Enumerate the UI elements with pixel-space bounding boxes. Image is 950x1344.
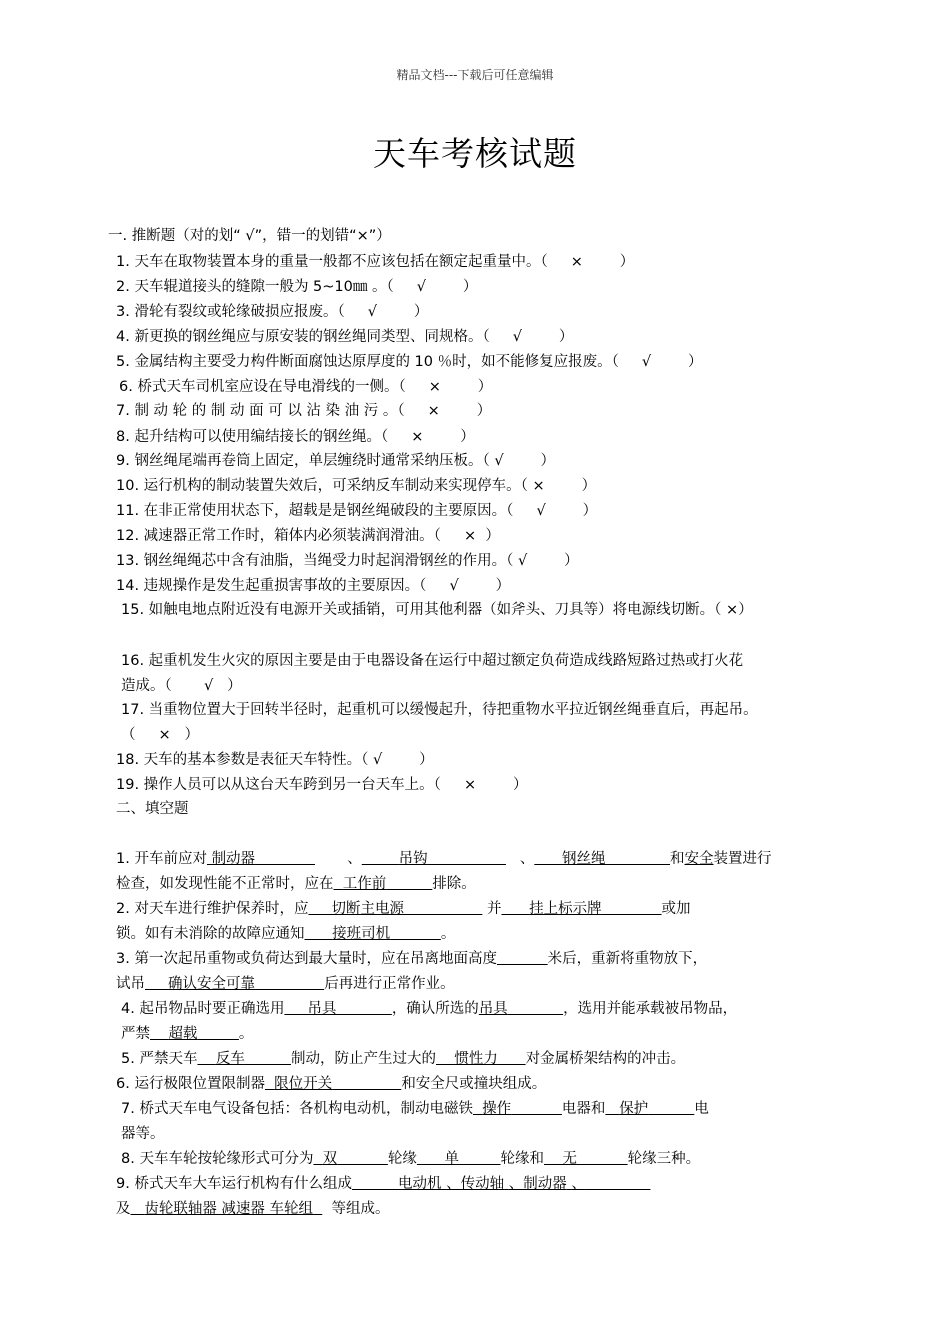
fill-question-3-line-2	[116, 974, 455, 994]
answer-blank: 确认安全可靠	[168, 976, 256, 992]
question-text: 4. 新更换的钢丝绳应与原安装的钢丝绳同类型、同规格。（	[116, 329, 490, 345]
text: 8. 天车车轮按轮缘形式可分为	[121, 1151, 314, 1167]
answer-blank	[497, 951, 548, 967]
section1-heading: 一. 推断题（对的划“ √”，错一的划错“×”）	[108, 228, 391, 244]
tf-question-7	[116, 401, 491, 421]
tf-question-2	[116, 277, 477, 297]
text: 等组成。	[331, 1201, 390, 1217]
text: 7. 桥式天车电气设备包括：各机构电动机，制动电磁铁	[121, 1101, 473, 1117]
text: 。	[440, 926, 456, 942]
question-text: 9. 钢丝绳尾端再卷筒上固定，单层缠绕时通常采纳压板。（	[116, 453, 490, 469]
tf-question-13	[116, 551, 579, 571]
answer-blank: 工作前	[342, 876, 387, 892]
answer-blank: 接班司机	[332, 926, 391, 942]
answer-blank: 吊具	[478, 1001, 508, 1017]
tf-question-16-line-2	[121, 676, 242, 696]
closing-paren: ）	[184, 727, 200, 743]
tf-question-15	[121, 600, 753, 620]
answer-mark: ×	[411, 429, 424, 445]
text: 排除。	[432, 876, 476, 892]
tf-question-1	[116, 252, 634, 272]
closing-paren: ）	[582, 503, 598, 519]
tf-question-12	[116, 526, 500, 546]
tf-question-3	[116, 302, 428, 322]
tf-question-17-line-2	[121, 725, 199, 745]
answer-blank: 保护	[619, 1101, 649, 1117]
answer-mark: ×	[570, 254, 583, 270]
fill-question-7-line-2: 器等。	[121, 1126, 165, 1142]
answer-blank: 切断主电源	[331, 901, 404, 917]
answer-mark: √	[536, 503, 546, 519]
tf-question-18	[116, 750, 434, 770]
question-text: （	[121, 727, 136, 743]
closing-paren: ）	[564, 553, 579, 569]
answer-blank: 钢丝绳	[561, 851, 606, 867]
text: 轮缘	[387, 1151, 417, 1167]
text: 并	[486, 901, 502, 917]
text: 4. 起吊物品时要正确选用	[121, 1001, 285, 1017]
tf-question-11	[116, 501, 597, 521]
question-text: 5. 金属结构主要受力构件断面腐蚀达原厚度的 10 ％时，如不能修复应报废。（	[116, 354, 619, 370]
answer-blank: 吊具	[307, 1001, 337, 1017]
text: 。	[238, 1026, 254, 1042]
closing-paren: ）	[513, 777, 528, 793]
answer-mark: √	[204, 678, 214, 694]
closing-paren: ）	[477, 379, 493, 395]
fill-question-2-line-2	[116, 924, 455, 944]
closing-paren: ）	[419, 752, 434, 768]
fill-question-6	[116, 1074, 546, 1094]
section2-heading: 二、填空题	[116, 801, 189, 817]
question-text: 18. 天车的基本参数是表征天车特性。（	[116, 752, 369, 768]
answer-mark: √	[373, 752, 383, 768]
answer-mark: √	[416, 279, 427, 295]
closing-paren: ）	[413, 304, 429, 320]
answer-mark: √	[641, 354, 652, 370]
text: 3. 第一次起吊重物或负荷达到最大量时，应在吊离地面高度	[116, 951, 497, 967]
answer-blank: 限位开关	[274, 1076, 333, 1092]
text: 6. 运行极限位置限制器	[116, 1076, 265, 1092]
question-text: 1. 天车在取物装置本身的重量一般都不应该包括在额定起重量中。（	[116, 254, 548, 270]
answer-blank: 单	[444, 1151, 460, 1167]
question-text: 14. 违规操作是发生起重损害事故的主要原因。（	[116, 578, 427, 594]
answer-blank: 制动器	[211, 851, 256, 867]
answer-mark: √	[367, 304, 377, 320]
fill-question-4-line-2	[121, 1024, 253, 1044]
question-text: 12. 减速器正常工作时，箱体内必须装满润滑油。（	[116, 528, 441, 544]
fill-question-7-line-1	[121, 1099, 709, 1119]
text: 2. 对天车进行维护保养时，应	[116, 901, 309, 917]
text: 或加	[661, 901, 691, 917]
tf-question-8	[116, 427, 475, 447]
answer-mark: ×	[158, 727, 171, 743]
closing-paren: ）	[462, 279, 478, 295]
answer-mark: ×	[532, 478, 545, 494]
text: 和安全尺或撞块组成。	[401, 1076, 547, 1092]
question-text: 16. 起重机发生火灾的原因主要是由于电器设备在运行中超过额定负荷造成线路短路过热或打火花	[121, 653, 744, 669]
closing-paren: ）	[227, 678, 242, 694]
text: 电器和	[561, 1101, 606, 1117]
question-text: 19. 操作人员可以从这台天车跨到另一台天车上。（	[116, 777, 441, 793]
tf-question-5	[116, 352, 703, 372]
text: 试吊	[116, 976, 145, 992]
answer-mark: √	[494, 453, 504, 469]
answer-mark: ×	[428, 379, 441, 395]
text: 后再进行正常作业。	[324, 976, 455, 992]
question-text: 2. 天车辊道接头的缝隙一般为 5~10㎜ 。（	[116, 279, 394, 295]
fill-question-9-line-2	[116, 1199, 389, 1219]
question-text: 造成。（	[121, 678, 172, 694]
closing-paren: ）	[619, 254, 635, 270]
tf-question-14	[116, 576, 510, 596]
page-title: 天车考核试题	[373, 134, 577, 173]
fill-question-1-line-2	[116, 874, 476, 894]
answer-mark: ×	[463, 528, 477, 544]
text: ，确认所选的	[391, 1001, 479, 1017]
answer-blank: 操作	[482, 1101, 512, 1117]
text: 对金属桥架结构的冲击。	[525, 1051, 686, 1067]
question-text: 11. 在非正常使用状态下，超载是是钢丝绳破段的主要原因。（	[116, 503, 514, 519]
question-text: 17. 当重物位置大于回转半径时，起重机可以缓慢起升，待把重物水平拉近钢丝绳垂直后，再起吊。	[121, 702, 758, 718]
tf-question-19	[116, 775, 528, 795]
closing-paren: ）	[558, 329, 574, 345]
closing-paren: ）	[688, 354, 703, 370]
answer-blank: 吊钩	[398, 851, 428, 867]
answer-blank: 齿轮联轴器 减速器 车轮组	[144, 1201, 314, 1217]
answer-mark: ×	[463, 777, 477, 793]
answer-blank: 挂上标示牌	[529, 901, 602, 917]
text: 装置进行	[713, 851, 772, 867]
answer-blank: 超载	[168, 1026, 198, 1042]
answer-blank: 反车	[215, 1051, 245, 1067]
tf-question-9	[116, 451, 555, 471]
closing-paren: ）	[540, 453, 555, 469]
answer-blank: 双	[322, 1151, 338, 1167]
tf-question-6	[119, 377, 492, 397]
text: 制动，防止产生过大的	[290, 1051, 436, 1067]
text: 5. 严禁天车	[121, 1051, 198, 1067]
question-text: 15. 如触电地点附近没有电源开关或插销，可用其他利器（如斧头、刀具等）将电源线切断。（	[121, 602, 722, 618]
page-header: 精品文档---下载后可任意编辑	[396, 68, 554, 82]
fill-question-8	[121, 1149, 700, 1169]
answer-mark: ×	[427, 403, 440, 419]
text: 、	[519, 851, 535, 867]
question-text: 13. 钢丝绳绳芯中含有油脂，当绳受力时起润滑钢丝的作用。（	[116, 553, 514, 569]
question-text: 3. 滑轮有裂纹或轮缘破损应报废。（	[116, 304, 345, 320]
text: 9. 桥式天车大车运行机构有什么组成	[116, 1176, 352, 1192]
tf-question-10	[116, 476, 596, 496]
fill-question-3-line-1	[116, 949, 707, 969]
text: 锁。如有未消除的故障应通知	[116, 926, 305, 942]
answer-blank: 电动机 、传动轴 、制动器 、	[398, 1176, 586, 1192]
text: 严禁	[121, 1026, 150, 1042]
answer-blank: 安全	[684, 851, 714, 867]
tf-question-16	[121, 651, 743, 671]
text: ，选用并能承载被吊物品，	[563, 1001, 738, 1017]
question-text: 7. 制 动 轮 的 制 动 面 可 以 沾 染 油 污 。（	[116, 403, 405, 419]
closing-paren: ）	[460, 429, 475, 445]
answer-blank: 惯性力	[454, 1051, 498, 1067]
question-text: 8. 起升结构可以使用编结接长的钢丝绳。（	[116, 429, 389, 445]
fill-question-9-line-1	[116, 1174, 650, 1194]
answer-blank: 无	[562, 1151, 577, 1167]
closing-paren: ）	[485, 528, 500, 544]
text: 米后，重新将重物放下，	[547, 951, 708, 967]
tf-question-17	[121, 700, 758, 720]
text: 1. 开车前应对	[116, 851, 207, 867]
answer-mark: √	[518, 553, 528, 569]
text: 轮缘和	[500, 1151, 545, 1167]
text: 检查，如发现性能不正常时，应在	[116, 876, 334, 892]
answer-mark: ×	[726, 602, 739, 618]
fill-question-1-line-1	[116, 849, 772, 869]
closing-paren: ）	[495, 578, 511, 594]
tf-question-4	[116, 327, 573, 347]
question-text: 10. 运行机构的制动装置失效后，可采纳反车制动来实现停车。（	[116, 478, 528, 494]
question-text: 6. 桥式天车司机室应设在导电滑线的一侧。（	[119, 379, 406, 395]
answer-mark: √	[512, 329, 522, 345]
closing-paren: ）	[738, 602, 753, 618]
text: 轮缘三种。	[627, 1151, 701, 1167]
answer-mark: √	[449, 578, 459, 594]
text: 及	[116, 1201, 131, 1217]
fill-question-4-line-1	[121, 999, 737, 1019]
text: 和	[670, 851, 685, 867]
fill-question-2-line-1	[116, 899, 691, 919]
fill-question-5	[121, 1049, 685, 1069]
text: 、	[347, 851, 362, 867]
text: 电	[694, 1101, 709, 1117]
closing-paren: ）	[581, 478, 597, 494]
closing-paren: ）	[476, 403, 492, 419]
